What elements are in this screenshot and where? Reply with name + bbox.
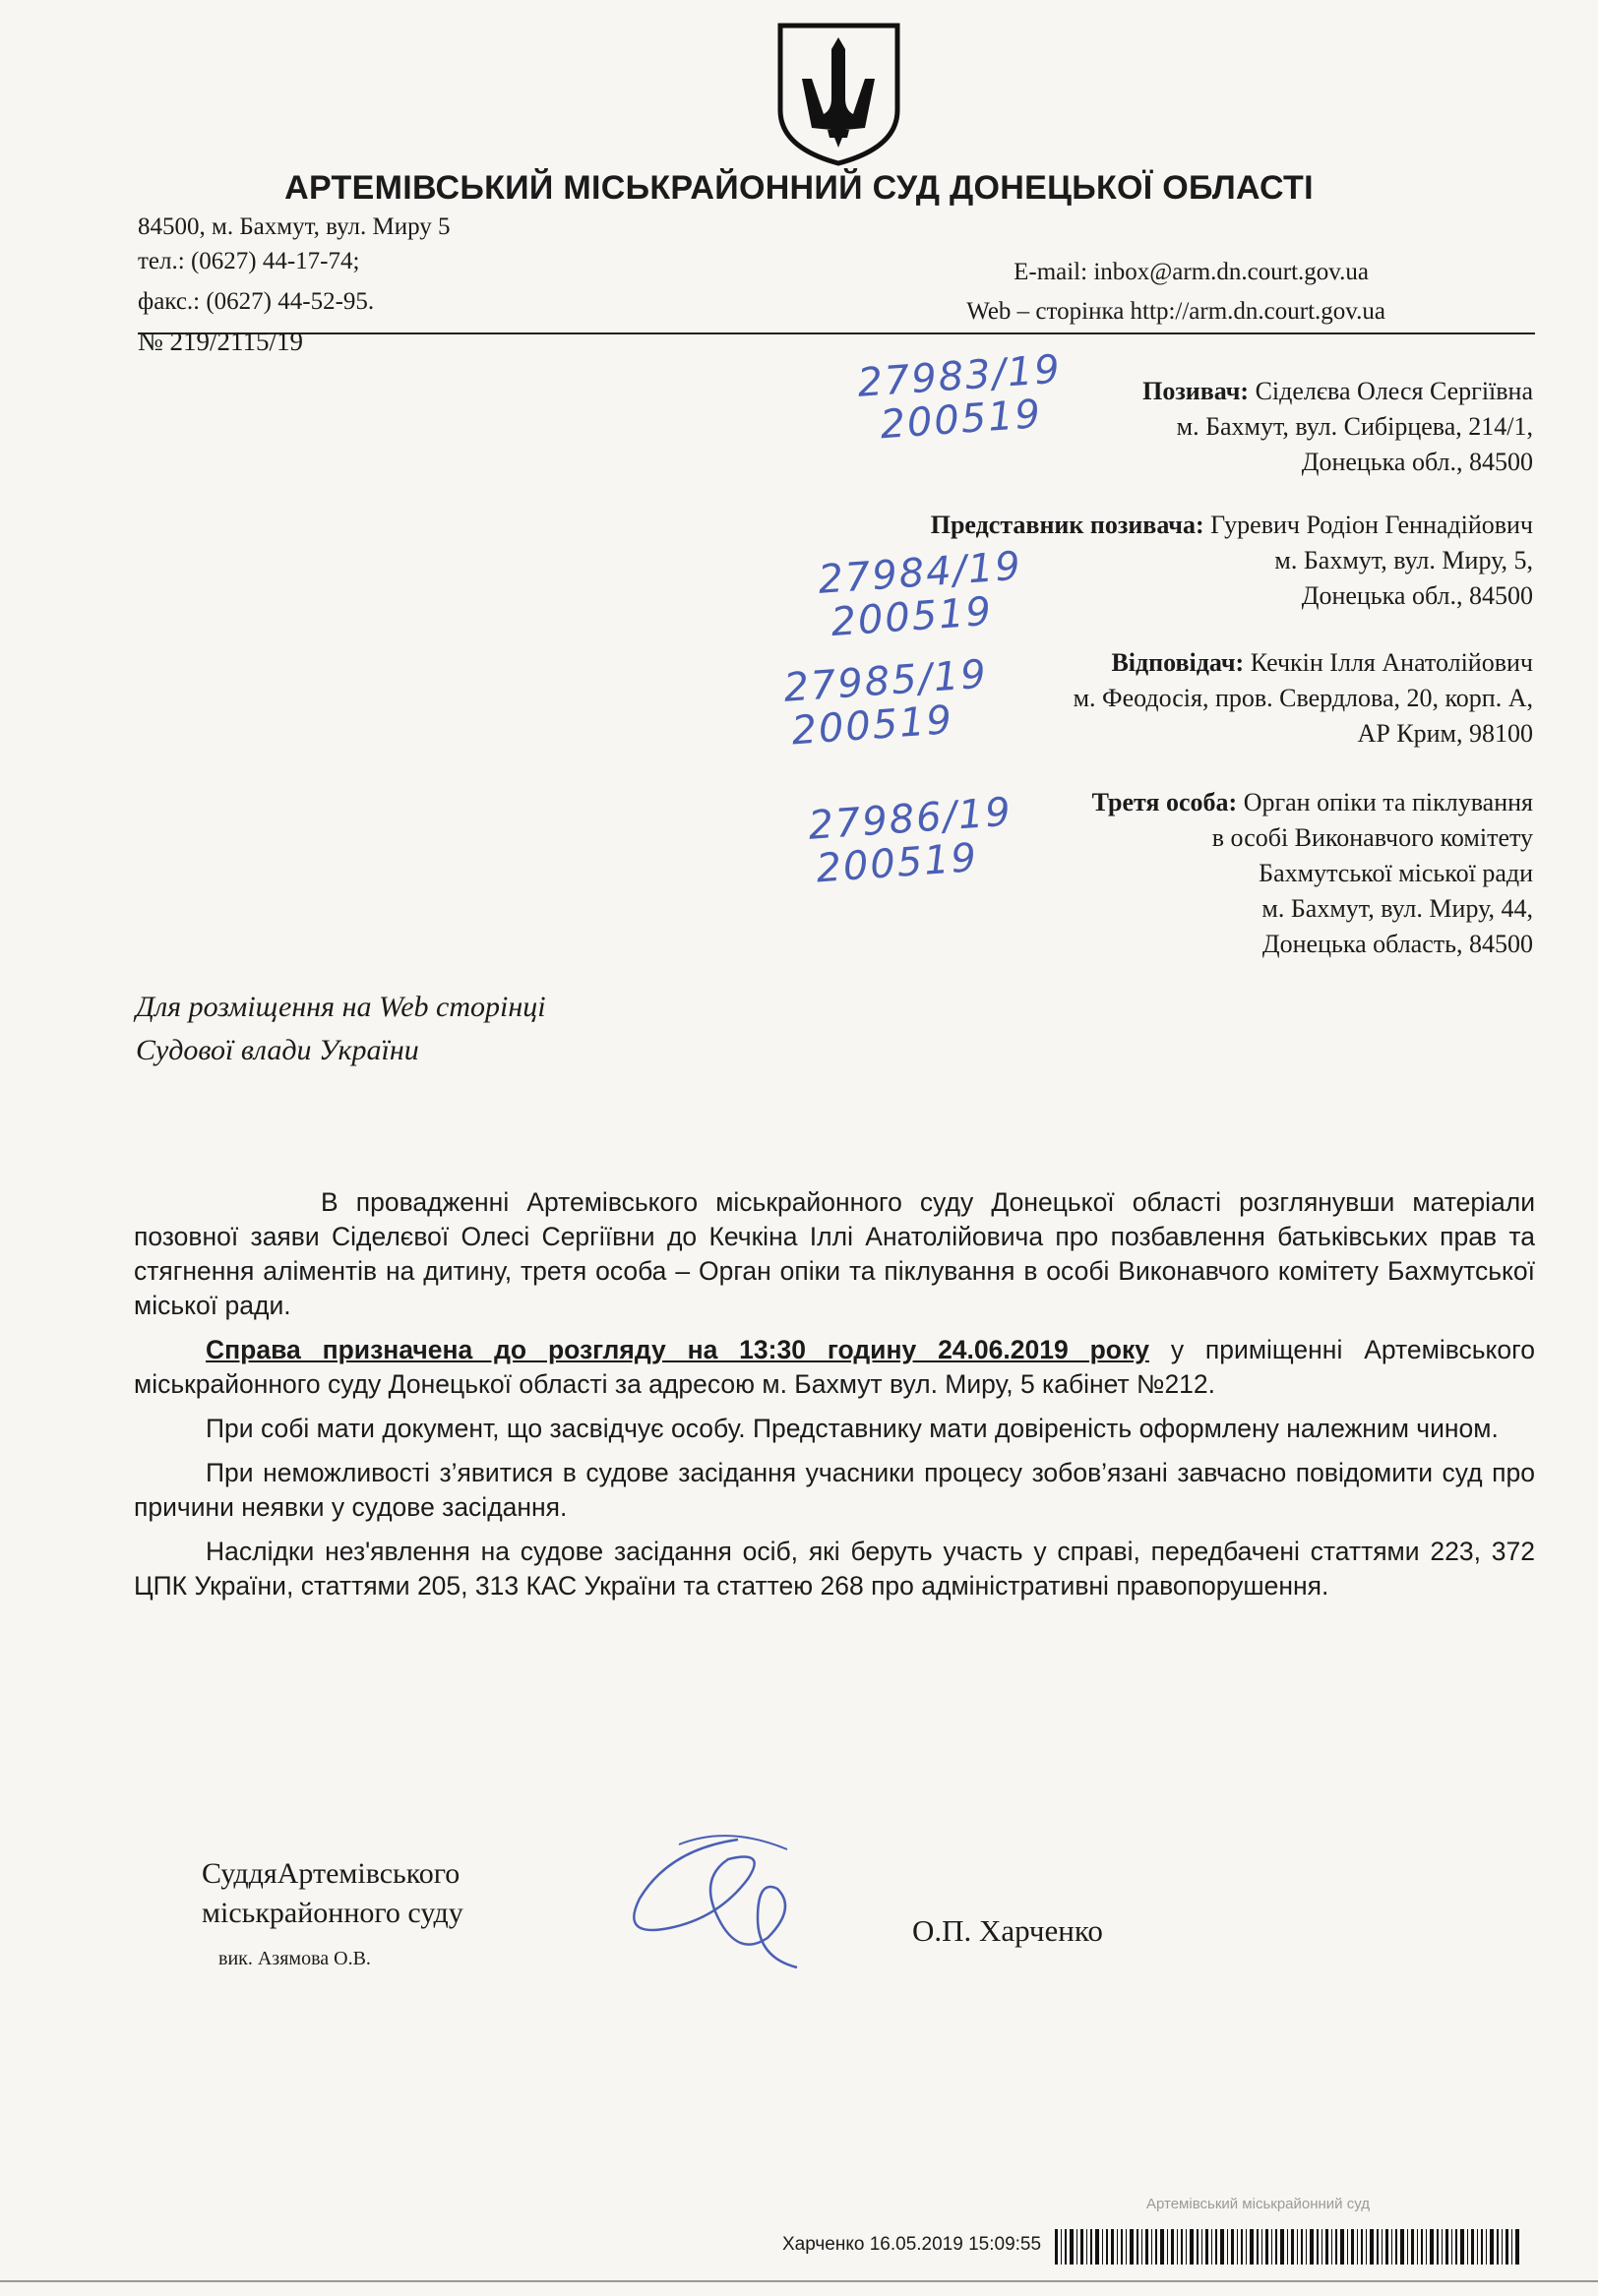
- third-party-name: Орган опіки та піклування: [1243, 788, 1533, 816]
- barcode-icon: [1055, 2229, 1521, 2265]
- plaintiff-role: Позивач:: [1142, 377, 1250, 405]
- third-party-line3: Бахмутської міської ради: [1259, 859, 1533, 887]
- handwritten-note-3: [782, 653, 992, 754]
- page-bottom-edge: [0, 2280, 1598, 2282]
- print-info: Харченко 16.05.2019 15:09:55: [782, 2234, 1042, 2255]
- paragraph-hearing: [134, 1333, 1535, 1402]
- handwritten-date: 200519: [829, 588, 995, 646]
- paragraph-proceedings: В провадженні Артемівського міськрайонного суду Донецької області розглянувши матеріали позовної заяви Сіделєвої Олесі Сергіївни до Кечкіна Іллі Анатолійовича про позбавлення батьківських прав та стягнення аліментів на дитину, третя особа – Орган опіки та піклування в особі Виконавчого комітету Бахмутської міської ради.: [134, 1187, 1535, 1320]
- handwritten-number: 27984/19: [816, 543, 1024, 603]
- court-phone: тел.: (0627) 44-17-74;: [138, 248, 360, 274]
- hearing-location: у приміщенні Артемівського міськрайонного суду Донецької області за адресою м. Бахмут вул. Миру, 5 кабінет №212.: [134, 1335, 1535, 1399]
- handwritten-date: 200519: [789, 697, 955, 755]
- defendant-name: Кечкін Ілля Анатолійович: [1250, 648, 1533, 677]
- third-party-block: [1092, 785, 1533, 962]
- plaintiff-address-line1: м. Бахмут, вул. Сибірцева, 214/1,: [1176, 412, 1533, 441]
- judge-title-line1: СуддяАртемівського: [202, 1857, 461, 1890]
- third-party-address-line2: Донецька область, 84500: [1261, 930, 1533, 958]
- court-email: E-mail: inbox@arm.dn.court.gov.ua: [1014, 259, 1369, 285]
- defendant-address-line1: м. Феодосія, пров. Свердлова, 20, корп. А,: [1073, 684, 1533, 712]
- defendant-block: [1074, 645, 1533, 752]
- representative-name: Гуревич Родіон Геннадійович: [1210, 511, 1533, 539]
- court-name: АРТЕМІВСЬКИЙ МІСЬКРАЙОННИЙ СУД ДОНЕЦЬКОЇ ОБЛАСТІ: [284, 169, 1314, 207]
- handwritten-number: 27983/19: [855, 346, 1064, 406]
- judge-title-line2: міськрайонного суду: [202, 1897, 463, 1929]
- handwritten-note-1: [856, 348, 1066, 449]
- handwritten-date: 200519: [878, 392, 1044, 449]
- judge-name: О.П. Харченко: [912, 1913, 1103, 1948]
- third-party-address-line1: м. Бахмут, вул. Миру, 44,: [1261, 894, 1533, 923]
- third-party-line2: в особі Виконавчого комітету: [1211, 823, 1533, 852]
- representative-role: Представник позивача:: [930, 511, 1204, 539]
- representative-address-line2: Донецька обл., 84500: [1301, 581, 1533, 610]
- paragraph-consequences: Наслідки нез'явлення на судове засідання осіб, які беруть участь у справі, передбачені статтями 223, 372 ЦПК України, статтями 205, 313 КАС України та статтею 268 про адміністративні правопорушення.: [134, 1537, 1535, 1601]
- defendant-address-line2: АР Крим, 98100: [1357, 719, 1533, 748]
- handwritten-note-2: [817, 545, 1026, 645]
- court-address: 84500, м. Бахмут, вул. Миру 5: [138, 213, 451, 240]
- judge-title: [202, 1854, 463, 1933]
- notice-body: [134, 1185, 1535, 1613]
- third-party-role: Третя особа:: [1091, 788, 1238, 816]
- representative-address-line1: м. Бахмут, вул. Миру, 5,: [1274, 546, 1533, 574]
- handwritten-number: 27985/19: [781, 651, 990, 711]
- acting-judge: вик. Азямова О.В.: [218, 1948, 371, 1969]
- hearing-datetime: Справа призначена до розгляду на 13:30 годину 24.06.2019 року: [206, 1335, 1149, 1364]
- web-placement-note: [136, 986, 546, 1072]
- plaintiff-block: [1142, 374, 1533, 480]
- case-number: № 219/2115/19: [138, 327, 304, 356]
- plaintiff-name: Сіделєва Олеся Сергіївна: [1255, 377, 1533, 405]
- paragraph-absence: При неможливості з’явитися в судове засідання учасники процесу зобов’язані завчасно повідомити суд про причини неявки у судове засідання.: [134, 1458, 1535, 1522]
- handwritten-date: 200519: [814, 835, 980, 892]
- paragraph-identity: При собі мати документ, що засвідчує особу. Представнику мати довіреність оформлену належним чином.: [206, 1414, 1499, 1443]
- court-stamp-text: Артемівський міськрайонний суд: [1146, 2196, 1370, 2212]
- handwritten-number: 27986/19: [806, 789, 1014, 849]
- web-placement-line1: Для розміщення на Web сторінці: [136, 991, 546, 1023]
- header-divider: [138, 332, 1535, 334]
- court-fax: факс.: (0627) 44-52-95.: [138, 288, 375, 315]
- court-website: Web – сторінка http://arm.dn.court.gov.ua: [966, 298, 1385, 325]
- handwritten-note-4: [807, 791, 1016, 891]
- web-placement-line2: Судової влади України: [136, 1034, 419, 1066]
- plaintiff-address-line2: Донецька обл., 84500: [1301, 448, 1533, 476]
- defendant-role: Відповідач:: [1111, 648, 1245, 677]
- coat-of-arms-icon: [772, 20, 905, 167]
- handwritten-signature: [610, 1820, 886, 1997]
